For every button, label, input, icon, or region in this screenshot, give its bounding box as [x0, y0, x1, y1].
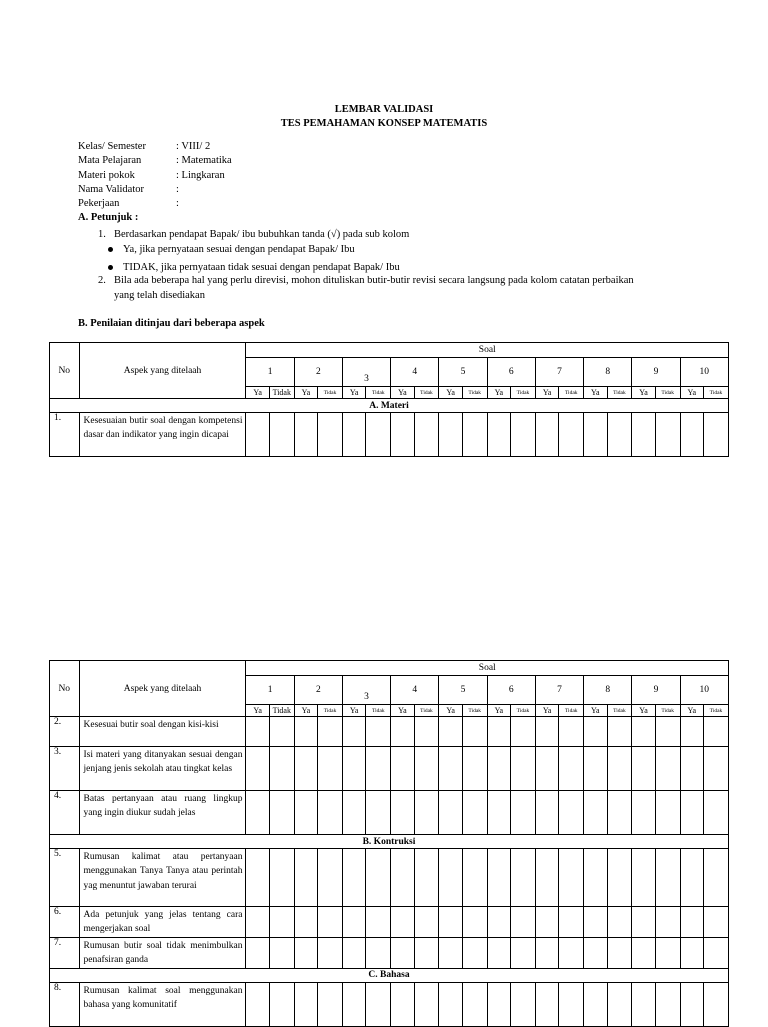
check-cell-ya[interactable]	[680, 791, 703, 835]
check-cell-ya[interactable]	[246, 717, 269, 747]
check-cell-ya[interactable]	[584, 791, 607, 835]
header-aspek: Aspek yang ditelaah	[79, 343, 246, 399]
check-cell-ya[interactable]	[391, 907, 414, 938]
check-cell-tidak[interactable]	[269, 982, 294, 1026]
check-cell-ya[interactable]	[294, 982, 317, 1026]
check-cell-tidak[interactable]	[462, 849, 487, 907]
check-cell-ya[interactable]	[680, 717, 703, 747]
section-a-heading: A. Petunjuk :	[78, 212, 139, 223]
header-soal-number: 1	[246, 358, 294, 387]
check-cell-ya[interactable]	[535, 791, 558, 835]
header-soal-number: 9	[632, 358, 680, 387]
check-cell-ya[interactable]	[487, 747, 510, 791]
check-cell-ya[interactable]	[294, 937, 317, 968]
check-cell-ya[interactable]	[342, 747, 365, 791]
check-cell-ya[interactable]	[680, 413, 703, 457]
row-aspek: Ada petunjuk yang jelas tentang cara mengerjakan soal	[79, 907, 246, 938]
info-value: : Matematika	[176, 155, 232, 167]
check-cell-tidak[interactable]	[366, 982, 391, 1026]
check-cell-ya[interactable]	[439, 907, 462, 938]
check-cell-tidak[interactable]	[414, 791, 439, 835]
check-cell-ya[interactable]	[246, 937, 269, 968]
check-cell-ya[interactable]	[535, 413, 558, 457]
info-value: :	[176, 198, 179, 210]
header-tidak: Tidak	[318, 387, 343, 399]
check-cell-ya[interactable]	[535, 849, 558, 907]
check-cell-ya[interactable]	[584, 982, 607, 1026]
validation-table-1	[49, 342, 729, 457]
check-cell-ya[interactable]	[680, 747, 703, 791]
row-number: 3.	[50, 747, 80, 791]
check-cell-ya[interactable]	[487, 982, 510, 1026]
header-tidak: Tidak	[414, 705, 439, 717]
check-cell-ya[interactable]	[584, 937, 607, 968]
header-ya: Ya	[680, 705, 703, 717]
header-tidak: Tidak	[607, 705, 632, 717]
header-tidak: Tidak	[318, 705, 343, 717]
row-number: 1.	[50, 413, 80, 457]
info-value: : VIII/ 2	[176, 141, 211, 152]
header-tidak: Tidak	[511, 387, 536, 399]
bullet-text: Ya, jika pernyataan sesuai dengan pendapat Bapak/ Ibu	[123, 244, 355, 255]
check-cell-ya[interactable]	[584, 717, 607, 747]
row-number: 4.	[50, 791, 80, 835]
check-cell-tidak[interactable]	[607, 907, 632, 938]
header-no: No	[50, 661, 80, 717]
check-cell-tidak[interactable]	[703, 791, 728, 835]
check-cell-tidak[interactable]	[607, 791, 632, 835]
header-ya: Ya	[294, 705, 317, 717]
check-cell-tidak[interactable]	[511, 907, 536, 938]
header-soal-number: 1	[246, 676, 294, 705]
header-soal-number: 9	[632, 676, 680, 705]
check-cell-tidak[interactable]	[559, 791, 584, 835]
check-cell-tidak[interactable]	[559, 413, 584, 457]
check-cell-tidak[interactable]	[655, 907, 680, 938]
instruction-1	[98, 228, 409, 243]
check-cell-ya[interactable]	[535, 937, 558, 968]
check-cell-ya[interactable]	[439, 937, 462, 968]
row-aspek: Rumusan butir soal tidak menimbulkan penafsiran ganda	[79, 937, 246, 968]
check-cell-ya[interactable]	[680, 849, 703, 907]
check-cell-ya[interactable]	[632, 413, 655, 457]
check-cell-tidak[interactable]	[607, 982, 632, 1026]
check-cell-ya[interactable]	[246, 747, 269, 791]
check-cell-tidak[interactable]	[366, 907, 391, 938]
check-cell-tidak[interactable]	[366, 791, 391, 835]
header-ya: Ya	[391, 387, 414, 399]
instruction-line	[98, 274, 678, 289]
check-cell-tidak[interactable]	[607, 717, 632, 747]
table-row	[50, 791, 729, 835]
row-aspek: Kesesuaian butir soal dengan kompetensi dasar dan indikator yang ingin dicapai	[79, 413, 246, 457]
check-cell-tidak[interactable]	[559, 849, 584, 907]
check-cell-ya[interactable]	[246, 849, 269, 907]
check-cell-ya[interactable]	[342, 791, 365, 835]
info-label: Mata Pelajaran	[78, 155, 142, 167]
check-cell-ya[interactable]	[535, 982, 558, 1026]
check-cell-tidak[interactable]	[414, 413, 439, 457]
check-cell-tidak[interactable]	[366, 747, 391, 791]
check-cell-ya[interactable]	[632, 717, 655, 747]
header-tidak: Tidak	[655, 705, 680, 717]
row-number: 8.	[50, 982, 80, 1026]
check-cell-tidak[interactable]	[269, 413, 294, 457]
header-ya: Ya	[342, 387, 365, 399]
check-cell-ya[interactable]	[391, 413, 414, 457]
check-cell-tidak[interactable]	[366, 717, 391, 747]
check-cell-tidak[interactable]	[511, 413, 536, 457]
header-ya: Ya	[391, 705, 414, 717]
document-title: LEMBAR VALIDASI	[334, 104, 434, 115]
instruction-number: 1.	[98, 229, 106, 240]
check-cell-ya[interactable]	[439, 982, 462, 1026]
header-tidak: Tidak	[366, 705, 391, 717]
check-cell-tidak[interactable]	[511, 717, 536, 747]
check-cell-tidak[interactable]	[703, 717, 728, 747]
bullet-icon	[108, 265, 113, 270]
header-aspek: Aspek yang ditelaah	[79, 661, 246, 717]
check-cell-tidak[interactable]	[462, 413, 487, 457]
header-ya: Ya	[535, 387, 558, 399]
check-cell-tidak[interactable]	[703, 849, 728, 907]
row-aspek: Kesesuai butir soal dengan kisi-kisi	[79, 717, 246, 747]
check-cell-tidak[interactable]	[414, 849, 439, 907]
section-b-heading: B. Penilaian ditinjau dari beberapa aspek	[78, 318, 265, 329]
info-row-materi	[78, 169, 232, 183]
check-cell-tidak[interactable]	[318, 982, 343, 1026]
table-row	[50, 849, 729, 907]
check-cell-ya[interactable]	[584, 747, 607, 791]
header-soal-number: 3	[342, 676, 390, 705]
check-cell-tidak[interactable]	[318, 791, 343, 835]
check-cell-ya[interactable]	[535, 907, 558, 938]
check-cell-ya[interactable]	[632, 937, 655, 968]
header-tidak: Tidak	[655, 387, 680, 399]
check-cell-tidak[interactable]	[414, 717, 439, 747]
header-soal-number: 4	[391, 676, 439, 705]
check-cell-tidak[interactable]	[269, 907, 294, 938]
header-tidak: Tidak	[269, 387, 294, 399]
check-cell-ya[interactable]	[391, 937, 414, 968]
check-cell-tidak[interactable]	[703, 982, 728, 1026]
header-ya: Ya	[584, 705, 607, 717]
check-cell-ya[interactable]	[632, 791, 655, 835]
row-number: 6.	[50, 907, 80, 938]
header-tidak: Tidak	[559, 705, 584, 717]
check-cell-tidak[interactable]	[607, 413, 632, 457]
check-cell-ya[interactable]	[439, 791, 462, 835]
check-cell-ya[interactable]	[632, 907, 655, 938]
check-cell-tidak[interactable]	[511, 747, 536, 791]
check-cell-ya[interactable]	[246, 982, 269, 1026]
row-aspek: Isi materi yang ditanyakan sesuai dengan jenjang jenis sekolah atau tingkat kelas	[79, 747, 246, 791]
check-cell-ya[interactable]	[246, 907, 269, 938]
row-aspek: Rumusan kalimat atau pertanyaan menggunakan Tanya Tanya atau perintah yag menuntut jawaban terurai	[79, 849, 246, 907]
check-cell-tidak[interactable]	[414, 982, 439, 1026]
instruction-number: 2.	[98, 275, 106, 286]
check-cell-tidak[interactable]	[318, 413, 343, 457]
check-cell-tidak[interactable]	[366, 413, 391, 457]
instruction-text: Berdasarkan pendapat Bapak/ ibu bubuhkan tanda (√) pada sub kolom	[114, 229, 410, 240]
instruction-line: yang telah disediakan	[114, 289, 205, 301]
check-cell-tidak[interactable]	[318, 907, 343, 938]
check-cell-ya[interactable]	[391, 849, 414, 907]
header-ya: Ya	[246, 387, 269, 399]
check-cell-tidak[interactable]	[511, 937, 536, 968]
info-row-validator	[78, 183, 232, 197]
check-cell-tidak[interactable]	[655, 717, 680, 747]
header-soal-number: 8	[584, 676, 632, 705]
check-cell-tidak[interactable]	[559, 747, 584, 791]
header-soal-number: 5	[439, 676, 487, 705]
header-soal-number: 7	[535, 358, 583, 387]
info-label: Nama Validator	[78, 183, 144, 195]
header-ya: Ya	[487, 387, 510, 399]
check-cell-tidak[interactable]	[462, 791, 487, 835]
check-cell-ya[interactable]	[535, 717, 558, 747]
check-cell-tidak[interactable]	[269, 747, 294, 791]
check-cell-tidak[interactable]	[366, 937, 391, 968]
check-cell-ya[interactable]	[632, 747, 655, 791]
check-cell-ya[interactable]	[439, 849, 462, 907]
category-bahasa: C. Bahasa	[50, 968, 729, 982]
check-cell-tidak[interactable]	[318, 849, 343, 907]
header-soal-number: 10	[680, 358, 728, 387]
check-cell-tidak[interactable]	[607, 747, 632, 791]
check-cell-tidak[interactable]	[655, 791, 680, 835]
check-cell-ya[interactable]	[391, 717, 414, 747]
row-number: 5.	[50, 849, 80, 907]
check-cell-ya[interactable]	[487, 849, 510, 907]
info-row-mapel	[78, 154, 232, 168]
info-block	[78, 140, 232, 211]
check-cell-ya[interactable]	[342, 907, 365, 938]
check-cell-tidak[interactable]	[559, 982, 584, 1026]
row-aspek: Rumusan kalimat soal menggunakan bahasa yang komunitatif	[79, 982, 246, 1026]
row-aspek: Batas pertanyaan atau ruang lingkup yang ingin diukur sudah jelas	[79, 791, 246, 835]
check-cell-tidak[interactable]	[511, 849, 536, 907]
header-tidak: Tidak	[462, 705, 487, 717]
check-cell-tidak[interactable]	[655, 937, 680, 968]
check-cell-ya[interactable]	[584, 849, 607, 907]
check-cell-ya[interactable]	[487, 791, 510, 835]
header-ya: Ya	[632, 705, 655, 717]
header-tidak: Tidak	[703, 705, 728, 717]
check-cell-tidak[interactable]	[462, 982, 487, 1026]
check-cell-ya[interactable]	[294, 747, 317, 791]
check-cell-tidak[interactable]	[318, 747, 343, 791]
check-cell-ya[interactable]	[391, 747, 414, 791]
check-cell-tidak[interactable]	[462, 747, 487, 791]
header-soal-number: 10	[680, 676, 728, 705]
info-label: Pekerjaan	[78, 198, 120, 210]
header-tidak: Tidak	[366, 387, 391, 399]
bullet-text: TIDAK, jika pernyataan tidak sesuai dengan pendapat Bapak/ Ibu	[123, 262, 400, 273]
row-number: 7.	[50, 937, 80, 968]
header-soal-number: 8	[584, 358, 632, 387]
header-ya: Ya	[294, 387, 317, 399]
check-cell-tidak[interactable]	[607, 849, 632, 907]
table-row	[50, 413, 729, 457]
bullet-icon	[108, 247, 113, 252]
check-cell-tidak[interactable]	[703, 413, 728, 457]
header-tidak: Tidak	[703, 387, 728, 399]
header-tidak: Tidak	[462, 387, 487, 399]
check-cell-ya[interactable]	[584, 413, 607, 457]
check-cell-ya[interactable]	[342, 413, 365, 457]
check-cell-ya[interactable]	[294, 791, 317, 835]
instruction-bullet-ya	[108, 243, 355, 258]
table-row	[50, 907, 729, 938]
check-cell-tidak[interactable]	[462, 717, 487, 747]
info-label: Kelas/ Semester	[78, 141, 146, 152]
check-cell-tidak[interactable]	[703, 907, 728, 938]
document-subtitle: TES PEMAHAMAN KONSEP MATEMATIS	[280, 118, 488, 129]
check-cell-ya[interactable]	[632, 849, 655, 907]
header-soal: Soal	[246, 661, 729, 676]
header-ya: Ya	[342, 705, 365, 717]
check-cell-ya[interactable]	[439, 717, 462, 747]
check-cell-tidak[interactable]	[462, 907, 487, 938]
instruction-text: Bila ada beberapa hal yang perlu direvisi, mohon dituliskan butir-butir revisi secara langsung pada kolom catatan perbaikan	[114, 275, 634, 286]
check-cell-ya[interactable]	[342, 937, 365, 968]
category-kontruksi: B. Kontruksi	[50, 835, 729, 849]
category-materi: A. Materi	[50, 399, 729, 413]
check-cell-ya[interactable]	[342, 982, 365, 1026]
validation-table-2	[49, 660, 729, 1027]
header-soal-number: 7	[535, 676, 583, 705]
check-cell-tidak[interactable]	[655, 982, 680, 1026]
check-cell-ya[interactable]	[391, 982, 414, 1026]
check-cell-tidak[interactable]	[414, 937, 439, 968]
check-cell-tidak[interactable]	[511, 791, 536, 835]
check-cell-tidak[interactable]	[366, 849, 391, 907]
check-cell-tidak[interactable]	[318, 937, 343, 968]
check-cell-tidak[interactable]	[318, 717, 343, 747]
check-cell-tidak[interactable]	[414, 747, 439, 791]
info-label: Materi pokok	[78, 169, 135, 181]
info-row-kelas	[78, 140, 232, 154]
header-ya: Ya	[439, 387, 462, 399]
header-ya: Ya	[680, 387, 703, 399]
check-cell-tidak[interactable]	[559, 937, 584, 968]
check-cell-tidak[interactable]	[655, 747, 680, 791]
info-row-pekerjaan	[78, 197, 232, 211]
header-tidak: Tidak	[269, 705, 294, 717]
header-soal-number: 2	[294, 676, 342, 705]
check-cell-tidak[interactable]	[269, 791, 294, 835]
check-cell-ya[interactable]	[680, 907, 703, 938]
header-soal-number: 5	[439, 358, 487, 387]
check-cell-tidak[interactable]	[511, 982, 536, 1026]
check-cell-ya[interactable]	[487, 413, 510, 457]
table-row	[50, 747, 729, 791]
check-cell-tidak[interactable]	[559, 907, 584, 938]
check-cell-ya[interactable]	[680, 937, 703, 968]
header-ya: Ya	[535, 705, 558, 717]
check-cell-tidak[interactable]	[655, 849, 680, 907]
check-cell-tidak[interactable]	[703, 937, 728, 968]
header-soal-number: 4	[391, 358, 439, 387]
check-cell-ya[interactable]	[294, 717, 317, 747]
check-cell-ya[interactable]	[487, 907, 510, 938]
check-cell-tidak[interactable]	[414, 907, 439, 938]
check-cell-ya[interactable]	[535, 747, 558, 791]
instruction-2	[98, 274, 678, 303]
check-cell-ya[interactable]	[342, 849, 365, 907]
check-cell-ya[interactable]	[487, 717, 510, 747]
check-cell-ya[interactable]	[294, 849, 317, 907]
check-cell-ya[interactable]	[294, 413, 317, 457]
header-soal-number: 6	[487, 358, 535, 387]
header-no: No	[50, 343, 80, 399]
header-soal-number: 2	[294, 358, 342, 387]
info-value: : Lingkaran	[176, 169, 225, 181]
check-cell-tidak[interactable]	[703, 747, 728, 791]
check-cell-tidak[interactable]	[269, 717, 294, 747]
table-row	[50, 937, 729, 968]
check-cell-ya[interactable]	[584, 907, 607, 938]
header-tidak: Tidak	[607, 387, 632, 399]
header-ya: Ya	[487, 705, 510, 717]
check-cell-ya[interactable]	[680, 982, 703, 1026]
check-cell-ya[interactable]	[246, 413, 269, 457]
info-value: :	[176, 183, 179, 195]
check-cell-ya[interactable]	[439, 747, 462, 791]
check-cell-tidak[interactable]	[559, 717, 584, 747]
header-soal-number: 6	[487, 676, 535, 705]
header-tidak: Tidak	[414, 387, 439, 399]
header-ya: Ya	[246, 705, 269, 717]
check-cell-ya[interactable]	[632, 982, 655, 1026]
check-cell-tidak[interactable]	[269, 849, 294, 907]
check-cell-ya[interactable]	[342, 717, 365, 747]
header-soal-number: 3	[342, 358, 390, 387]
header-ya: Ya	[632, 387, 655, 399]
header-soal: Soal	[246, 343, 729, 358]
header-ya: Ya	[584, 387, 607, 399]
check-cell-tidak[interactable]	[607, 937, 632, 968]
header-tidak: Tidak	[511, 705, 536, 717]
check-cell-ya[interactable]	[246, 791, 269, 835]
check-cell-tidak[interactable]	[269, 937, 294, 968]
check-cell-ya[interactable]	[391, 791, 414, 835]
row-number: 2.	[50, 717, 80, 747]
table-row	[50, 717, 729, 747]
table-row	[50, 982, 729, 1026]
check-cell-ya[interactable]	[439, 413, 462, 457]
check-cell-ya[interactable]	[487, 937, 510, 968]
check-cell-ya[interactable]	[294, 907, 317, 938]
header-ya: Ya	[439, 705, 462, 717]
check-cell-tidak[interactable]	[462, 937, 487, 968]
check-cell-tidak[interactable]	[655, 413, 680, 457]
header-tidak: Tidak	[559, 387, 584, 399]
